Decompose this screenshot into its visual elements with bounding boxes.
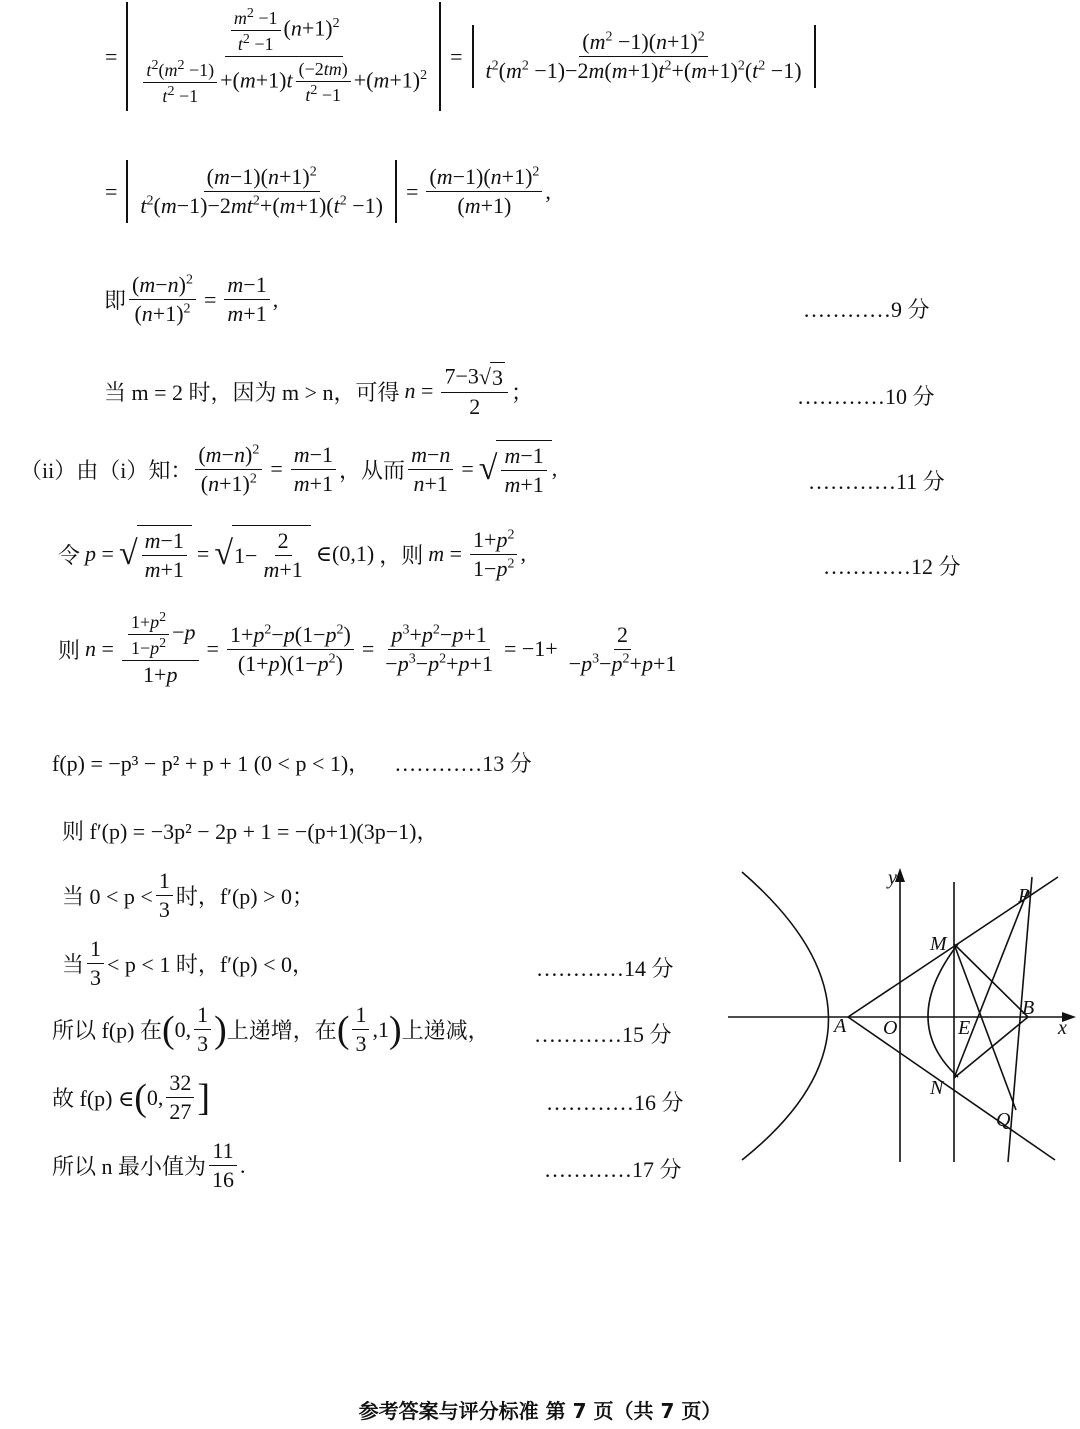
step-prefix: （ii）由（i）知：	[20, 457, 193, 483]
formula-line-3: 即 $\frac{(m-n)^2}{(n+1)^2}$ = $\frac{m-1}{m+1}$ ,	[104, 272, 279, 326]
step-prefix: 所以 f(p) 在	[52, 1018, 162, 1043]
line-PQ	[1008, 877, 1035, 1162]
formula-line-7: 则 n = $\frac{1+p^2}{1-p^2}$ −p 1+p = $\frac{1+p^2-p(1-p^2)}{(1+p)(1-p^2)}$ = $\frac{p^3+p^2-p+1}{-p^3-p^2+p+1}$ = −1+ $\frac{2}{-p^3-p^2+p+1}$	[58, 610, 677, 687]
min-value-numerator: 11	[209, 1138, 236, 1166]
formula-line-6: 令 p = √ $\frac{m-1}{m+1}$ = √ 1− $\frac{2}{m+1}$ ∈(0,1) ，则 m = $\frac{1+p^2}{1-p^2}$ ,	[58, 526, 526, 582]
formula-line-11: 当 $\frac{1}{3}$ < p < 1 时，f′(p) < 0，	[62, 936, 315, 990]
step-suffix: < p < 1 时，f′(p) < 0，	[107, 952, 315, 977]
label-B: B	[1022, 997, 1035, 1019]
formula-line-14: 所以 n 最小值为 $\frac{11}{16}$ .	[52, 1138, 246, 1192]
formula-line-1: = $\frac{m^2 -1}{t^2 -1}$ $(n+1)^2$ $\frac{t^2(m^2 -1)}{t^2 -1}$ +(m+1)t $\frac{(-2tm)}{t^2 -1}$ $+(m+1)^2$ = $\frac{(m^2 -1)(n+1)^2}{t^2(m^2 -1)-2m(m+1)t^2+(m+1)^2(t^2 -1)}$	[100, 2, 820, 111]
label-M: M	[930, 933, 947, 955]
score-13: …………13 分	[394, 751, 532, 776]
label-x: x	[1058, 1017, 1067, 1039]
formula-line-9	[62, 815, 438, 846]
score-17: …………17 分	[544, 1157, 682, 1182]
step-prefix: 令	[58, 542, 81, 568]
step-mid: ，则	[379, 542, 424, 568]
formula-line-10: 当 0 < p < $\frac{1}{3}$ 时，f′(p) > 0；	[62, 868, 315, 922]
min-value-denominator: 16	[212, 1167, 235, 1192]
formula-line-12: 所以 f(p) 在 ( 0, $\frac{1}{3}$ ) 上递增，在 ( $\frac{1}{3}$ ,1 ) 上递减，	[52, 1002, 490, 1056]
score-14: …………14 分	[536, 956, 674, 981]
label-Q: Q	[996, 1109, 1011, 1131]
step-text: 则 f′(p) = −3p² − 2p + 1 = −(p+1)(3p−1)，	[62, 819, 439, 844]
line-MB	[954, 944, 1028, 1017]
page-footer: 参考答案与评分标准 第 7 页（共 7 页）	[358, 1399, 722, 1423]
formula-line-2: = $\frac{(m-1)(n+1)^2}{t^2(m-1)-2mt^2+(m+1)(t^2 -1)}$ = $\frac{(m-1)(n+1)^2}{(m+1)}$ ,	[100, 160, 551, 223]
score-11: …………11 分	[808, 469, 945, 494]
line-AQ	[848, 1017, 1055, 1160]
step-suffix: 时，f′(p) > 0；	[175, 884, 315, 909]
step-prefix: 当	[62, 952, 85, 977]
label-E: E	[958, 1017, 971, 1039]
formula-line-13: 故 f(p) ∈ ( 0, $\frac{32}{27}$ ]	[52, 1070, 211, 1124]
step-prefix: 即	[104, 288, 127, 313]
label-P: P	[1018, 885, 1031, 907]
hyperbola-figure	[720, 862, 1080, 1172]
step-prefix: 故 f(p) ∈	[52, 1086, 135, 1111]
formula-line-5: （ii）由（i）知： $\frac{(m-n)^2}{(n+1)^2}$ = $\frac{m-1}{m+1}$ ，从而 $\frac{m-n}{n+1}$ = √ $\frac{m-1}{m+1}$ ,	[20, 441, 558, 497]
step-mid: 上递增，在	[226, 1018, 337, 1043]
formula-line-4: 当 m = 2 时，因为 m > n，可得 n = 7−3 √ 3 2 ；	[104, 363, 533, 419]
step-text: f(p) = −p³ − p² + p + 1 (0 < p < 1)，	[52, 751, 371, 776]
score-16: …………16 分	[546, 1090, 684, 1115]
score-15: …………15 分	[534, 1022, 672, 1047]
step-mid: ，从而	[339, 457, 406, 483]
step-prefix: 所以 n 最小值为	[52, 1154, 207, 1179]
step-suffix: 上递减，	[401, 1018, 490, 1043]
step-prefix: 当 0 < p <	[62, 884, 153, 909]
formula-line-8	[52, 747, 532, 778]
step-text: 当 m = 2 时，因为 m > n，可得	[104, 379, 400, 405]
score-12: …………12 分	[823, 554, 961, 579]
label-O: O	[883, 1017, 898, 1039]
label-y: y	[888, 867, 897, 889]
step-prefix: 则	[58, 637, 81, 663]
hyperbola-left-branch	[742, 872, 829, 1160]
score-10: …………10 分	[797, 384, 935, 409]
score-9: …………9 分	[803, 297, 930, 322]
label-N: N	[930, 1077, 944, 1099]
label-A: A	[834, 1015, 847, 1037]
